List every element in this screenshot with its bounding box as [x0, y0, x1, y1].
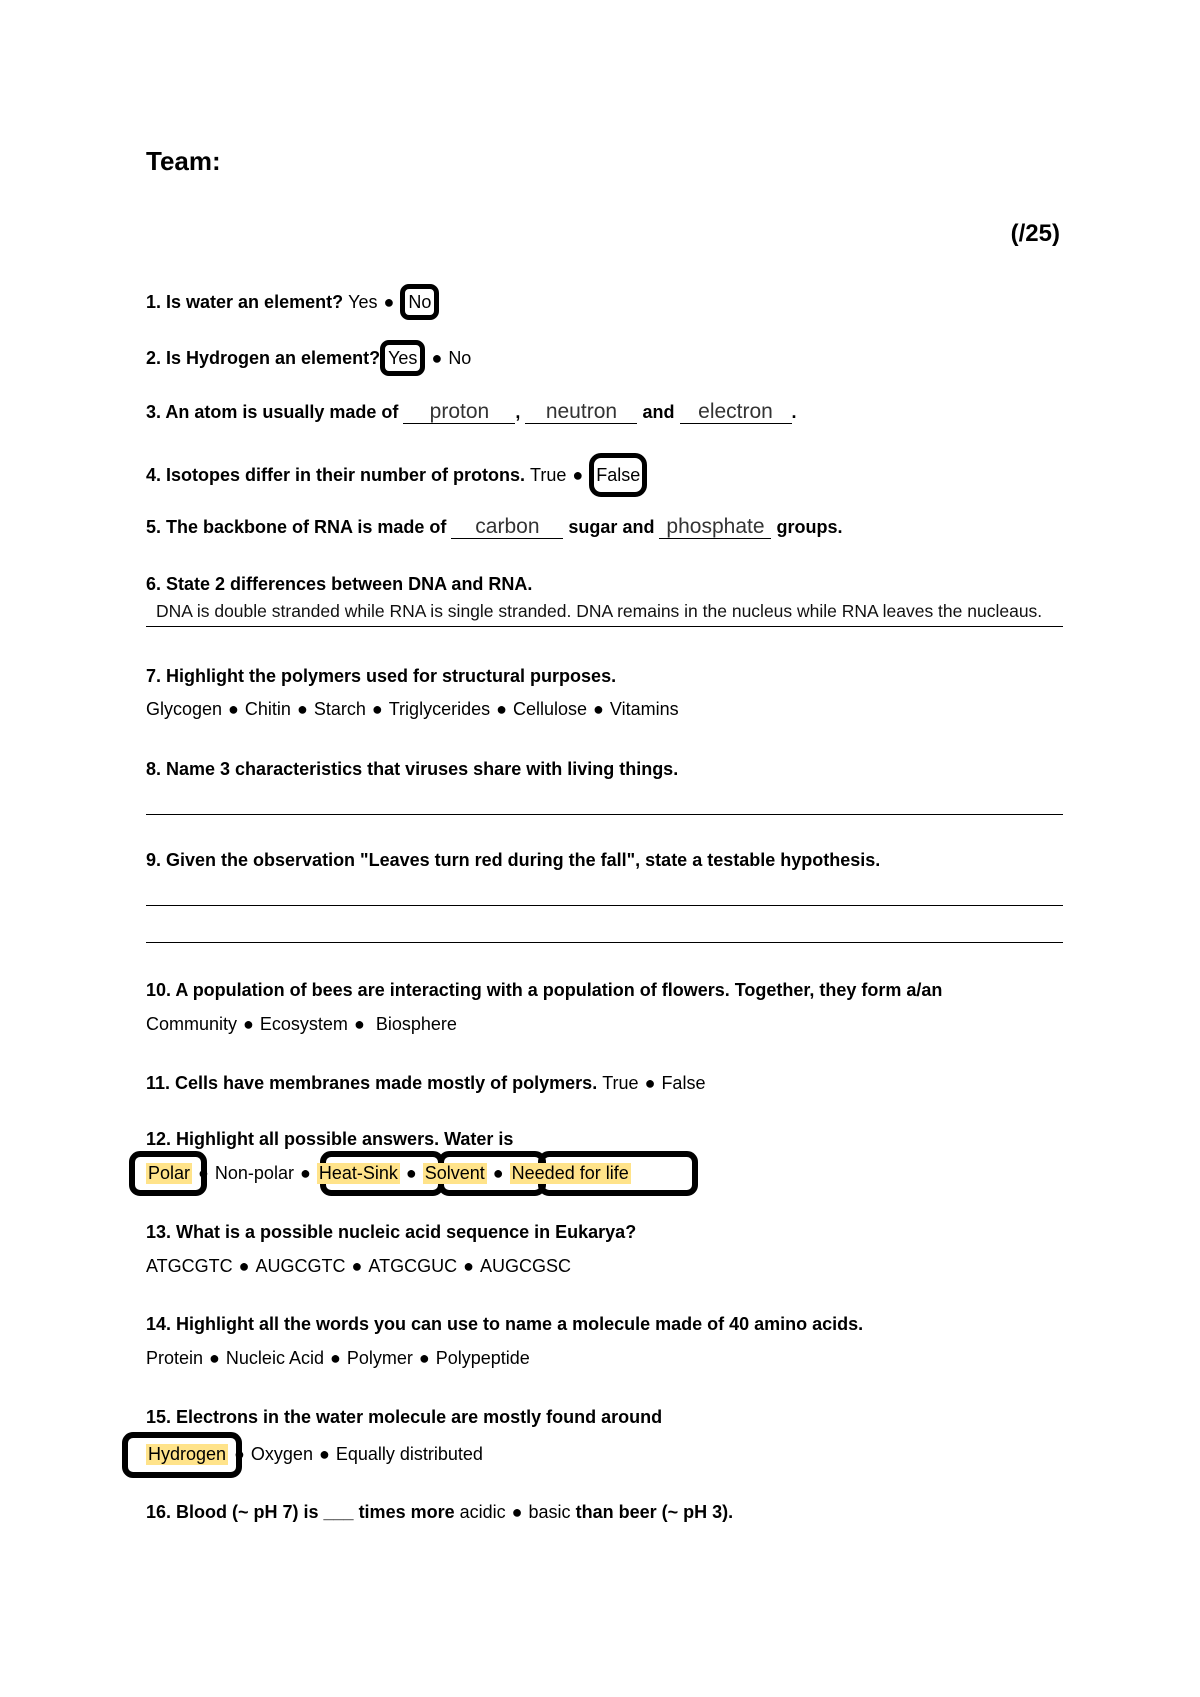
q4-option-true[interactable]: True — [530, 465, 567, 485]
q2-option-no[interactable]: No — [448, 348, 472, 368]
q10-option[interactable]: Ecosystem — [259, 1014, 348, 1034]
q13-option[interactable]: ATGCGUC — [368, 1256, 458, 1276]
q16-option-basic[interactable]: basic — [528, 1502, 571, 1522]
bullet: ● — [351, 1256, 363, 1276]
q12-option-polar[interactable]: Polar — [148, 1163, 191, 1183]
q14-option[interactable]: Nucleic Acid — [225, 1348, 324, 1368]
q12-options — [146, 1163, 631, 1184]
q14-options — [146, 1348, 530, 1369]
question-15: 15. Electrons in the water molecule are mostly found around — [146, 1407, 663, 1427]
q2-option-yes[interactable]: Yes — [380, 340, 425, 376]
q1-option-yes[interactable]: Yes — [348, 292, 378, 312]
q3-comma: , — [515, 402, 521, 422]
bullet: ● — [496, 699, 507, 719]
q13-option[interactable]: AUGCGSC — [479, 1256, 571, 1276]
q14-option[interactable]: Polypeptide — [435, 1348, 530, 1368]
bullet: ● — [418, 1348, 430, 1368]
q13-option[interactable]: AUGCGTC — [255, 1256, 346, 1276]
bullet: ● — [228, 699, 239, 719]
q5-mid: sugar and — [568, 517, 655, 537]
bullet: ● — [329, 1348, 341, 1368]
q10-option[interactable]: Community — [146, 1014, 238, 1034]
q15-option-hydrogen[interactable]: Hydrogen — [148, 1444, 227, 1464]
question-12: 12. Highlight all possible answers. Water is — [146, 1129, 514, 1149]
question-1-text: 1. Is water an element? — [146, 292, 344, 312]
q3-period: . — [791, 402, 797, 422]
bullet: ● — [209, 1348, 220, 1368]
bullet: ● — [644, 1073, 656, 1093]
question-1 — [146, 290, 439, 314]
answer-line[interactable] — [146, 905, 1063, 906]
question-4-text: 4. Isotopes differ in their number of protons. — [146, 465, 526, 485]
q3-and: and — [642, 402, 675, 422]
question-16-text-b: than beer (~ pH 3). — [575, 1502, 734, 1522]
bullet: ● — [572, 465, 584, 485]
q7-option[interactable]: Vitamins — [609, 699, 679, 719]
question-10: 10. A population of bees are interacting with a population of flowers. Together, they form a/an — [146, 980, 943, 1000]
q15-option-oxygen[interactable]: Oxygen — [250, 1444, 313, 1464]
q15-option-equally-distributed[interactable]: Equally distributed — [335, 1444, 483, 1464]
q15-options — [146, 1444, 483, 1465]
bullet: ● — [492, 1163, 504, 1183]
q10-options — [146, 1014, 457, 1035]
bullet: ● — [593, 699, 604, 719]
q11-option-true[interactable]: True — [602, 1073, 639, 1093]
q3-blank-1[interactable]: proton — [403, 401, 515, 424]
question-13: 13. What is a possible nucleic acid sequence in Eukarya? — [146, 1222, 637, 1242]
q5-blank-2[interactable]: phosphate — [659, 516, 771, 539]
bullet: ● — [243, 1014, 254, 1034]
bullet: ● — [431, 348, 443, 368]
question-11 — [146, 1071, 705, 1095]
bullet: ● — [299, 1163, 311, 1183]
q7-option[interactable]: Chitin — [244, 699, 291, 719]
q14-option[interactable]: Polymer — [346, 1348, 413, 1368]
q4-option-false[interactable]: False — [589, 453, 647, 497]
bullet: ● — [353, 1014, 365, 1034]
q12-option-solvent[interactable]: Solvent — [424, 1163, 485, 1183]
bullet: ● — [234, 1444, 245, 1464]
q7-options — [146, 699, 679, 720]
bullet: ● — [238, 1256, 250, 1276]
question-7: 7. Highlight the polymers used for structural purposes. — [146, 666, 617, 686]
bullet: ● — [405, 1163, 417, 1183]
q13-options — [146, 1256, 571, 1277]
q5-end: groups. — [776, 517, 843, 537]
answer-line — [146, 626, 1063, 627]
question-11-text: 11. Cells have membranes made mostly of polymers. — [146, 1073, 598, 1093]
q7-option[interactable]: Cellulose — [512, 699, 588, 719]
q12-option-non-polar[interactable]: Non-polar — [214, 1163, 294, 1183]
bullet: ● — [371, 699, 383, 719]
question-16 — [146, 1500, 733, 1524]
q3-blank-3[interactable]: electron — [680, 401, 792, 424]
q12-option-heat-sink[interactable]: Heat-Sink — [318, 1163, 398, 1183]
q7-option[interactable]: Triglycerides — [388, 699, 491, 719]
question-9: 9. Given the observation "Leaves turn red during the fall", state a testable hypothesis. — [146, 850, 881, 870]
question-16-text-a: 16. Blood (~ pH 7) is ___ times more — [146, 1502, 455, 1522]
bullet: ● — [198, 1163, 209, 1183]
q14-option[interactable]: Protein — [146, 1348, 204, 1368]
answer-line[interactable] — [146, 814, 1063, 815]
answer-line[interactable] — [146, 942, 1063, 943]
question-4 — [146, 459, 647, 491]
bullet: ● — [318, 1444, 330, 1464]
question-8: 8. Name 3 characteristics that viruses share with living things. — [146, 759, 679, 779]
q7-option[interactable]: Glycogen — [146, 699, 223, 719]
score-total: (/25) — [1010, 220, 1060, 247]
q6-answer[interactable]: DNA is double stranded while RNA is single stranded. DNA remains in the nucleus while RNA leaves the nucleaus. — [156, 601, 1043, 621]
q11-option-false[interactable]: False — [661, 1073, 706, 1093]
question-6: 6. State 2 differences between DNA and RNA. — [146, 574, 533, 594]
bullet: ● — [511, 1502, 523, 1522]
bullet: ● — [383, 292, 395, 312]
question-3-text: 3. An atom is usually made of — [146, 402, 399, 422]
question-5 — [146, 515, 842, 539]
team-label: Team: — [146, 146, 221, 176]
question-2 — [146, 346, 471, 370]
question-3 — [146, 400, 797, 424]
question-14: 14. Highlight all the words you can use to name a molecule made of 40 amino acids. — [146, 1314, 864, 1334]
q10-option[interactable]: Biosphere — [375, 1014, 457, 1034]
q13-option[interactable]: ATGCGTC — [146, 1256, 233, 1276]
question-5-text: 5. The backbone of RNA is made of — [146, 517, 447, 537]
bullet: ● — [296, 699, 308, 719]
q16-option-acidic[interactable]: acidic — [459, 1502, 506, 1522]
q5-blank-1[interactable]: carbon — [451, 516, 563, 539]
q1-option-no[interactable]: No — [400, 284, 439, 320]
q3-blank-2[interactable]: neutron — [525, 401, 637, 424]
q7-option[interactable]: Starch — [313, 699, 366, 719]
bullet: ● — [463, 1256, 474, 1276]
question-2-text: 2. Is Hydrogen an element? — [146, 348, 381, 368]
q12-option-needed-for-life[interactable]: Needed for life — [511, 1163, 629, 1183]
